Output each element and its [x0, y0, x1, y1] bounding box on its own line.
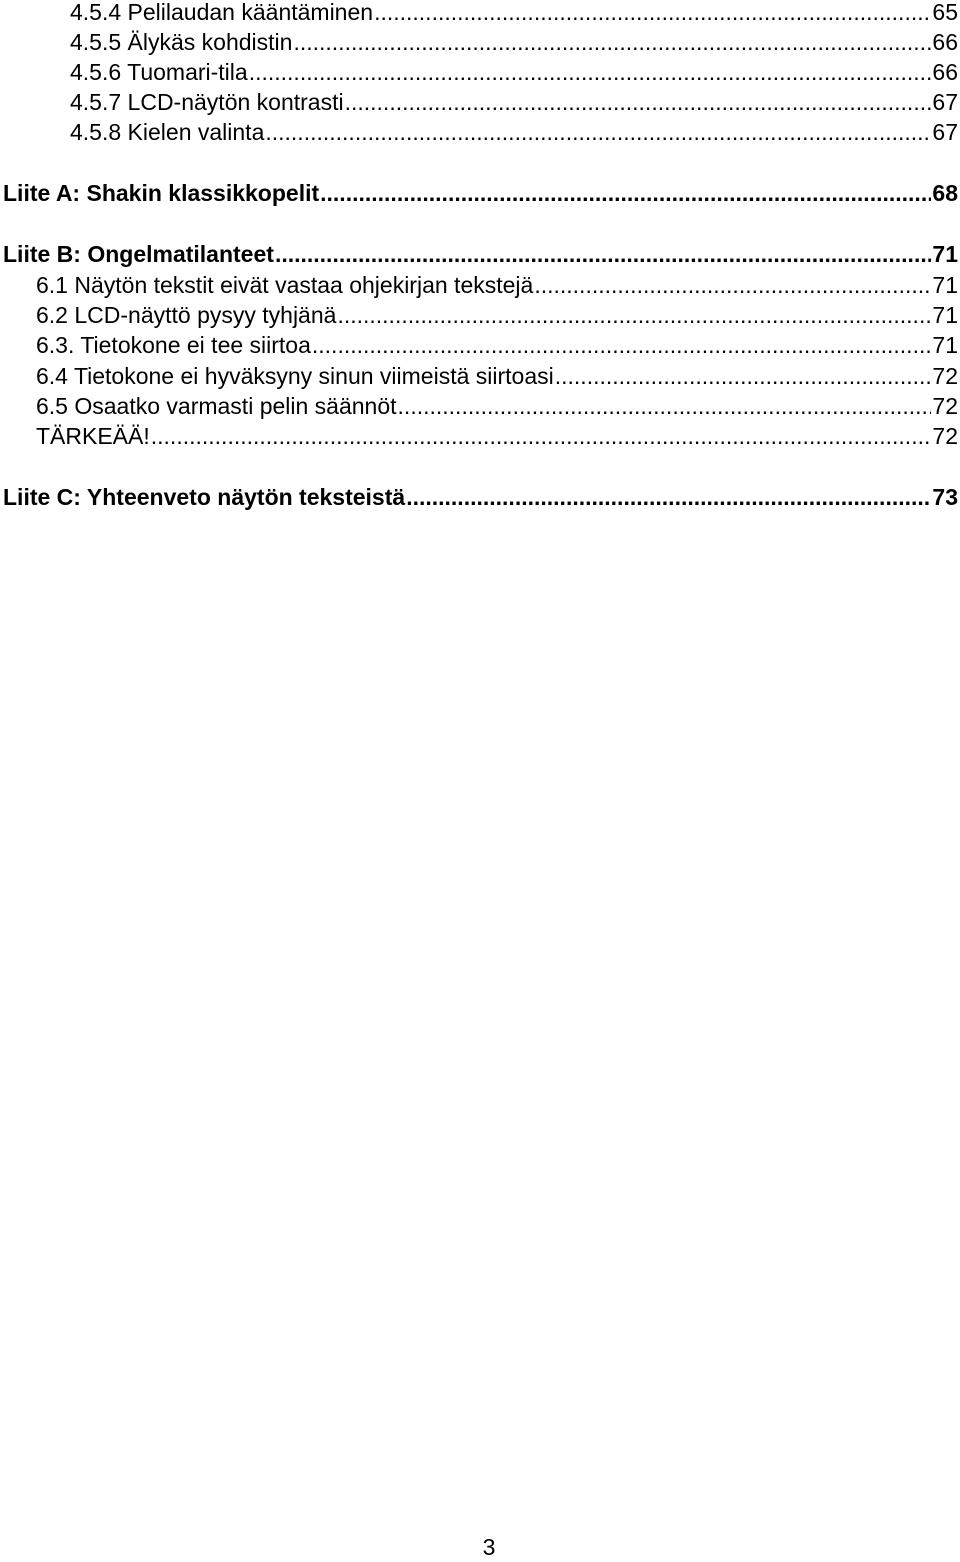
toc-entry[interactable]: [36, 421, 958, 451]
dot-leader: [293, 27, 931, 57]
toc-entry-title: 4.5.8 Kielen valinta: [70, 119, 265, 145]
toc-entry-page: 72: [932, 363, 958, 389]
toc-entry-page: 68: [932, 180, 958, 206]
toc-entry-title: TÄRKEÄÄ!: [36, 423, 150, 449]
toc-entry[interactable]: [36, 330, 958, 360]
toc-entry-title: 6.1 Näytön tekstit eivät vastaa ohjekirjan tekstejä: [36, 272, 534, 298]
toc-entry-title: Liite C: Yhteenveto näytön teksteistä: [3, 484, 406, 510]
toc-entry[interactable]: [36, 391, 958, 421]
dot-leader: [312, 330, 932, 360]
toc-entry-page: 71: [932, 272, 958, 298]
dot-leader: [337, 300, 931, 330]
dot-leader: [406, 482, 931, 512]
toc-entry-page: 71: [932, 241, 958, 267]
toc-entry-page: 72: [932, 393, 958, 419]
toc-entry-title: 4.5.7 LCD-näytön kontrasti: [70, 89, 344, 115]
toc-entry-appendix[interactable]: [3, 482, 958, 512]
toc-entry-title: 4.5.4 Pelilaudan kääntäminen: [70, 0, 374, 25]
dot-leader: [374, 0, 931, 27]
toc-entry-page: 72: [932, 423, 958, 449]
toc-entry[interactable]: [70, 27, 958, 57]
toc-entry-title: 4.5.6 Tuomari-tila: [70, 59, 248, 85]
toc-entry[interactable]: [70, 87, 958, 117]
toc-entry-page: 66: [932, 59, 958, 85]
toc-entry-appendix[interactable]: [3, 239, 958, 269]
toc-entry-page: 67: [932, 119, 958, 145]
toc-entry-page: 71: [932, 332, 958, 358]
toc-entry-title: 6.5 Osaatko varmasti pelin säännöt: [36, 393, 397, 419]
toc-entry-title: 6.3. Tietokone ei tee siirtoa: [36, 332, 311, 358]
dot-leader: [398, 391, 932, 421]
toc-entry-page: 65: [932, 0, 958, 25]
toc-entry-page: 73: [932, 484, 958, 510]
dot-leader: [555, 361, 932, 391]
dot-leader: [534, 270, 931, 300]
toc-entry[interactable]: [36, 361, 958, 391]
toc-entry-page: 66: [932, 29, 958, 55]
toc-entry-title: Liite B: Ongelmatilanteet: [3, 241, 274, 267]
toc-entry[interactable]: [36, 300, 958, 330]
toc-entry-page: 67: [932, 89, 958, 115]
page-number: 3: [482, 1534, 496, 1560]
toc-entry-title: 4.5.5 Älykäs kohdistin: [70, 29, 293, 55]
toc-entry-title: 6.4 Tietokone ei hyväksyny sinun viimeistä siirtoasi: [36, 363, 554, 389]
toc-entry[interactable]: [70, 57, 958, 87]
dot-leader: [320, 178, 931, 208]
toc-entry-appendix[interactable]: [3, 178, 958, 208]
toc-entry[interactable]: [36, 270, 958, 300]
dot-leader: [275, 239, 931, 269]
toc-entry[interactable]: [70, 117, 958, 147]
toc-entry[interactable]: [70, 0, 958, 27]
toc-entry-page: 71: [932, 302, 958, 328]
toc-entry-title: Liite A: Shakin klassikkopelit: [3, 180, 320, 206]
dot-leader: [249, 57, 932, 87]
toc-entry-title: 6.2 LCD-näyttö pysyy tyhjänä: [36, 302, 337, 328]
dot-leader: [345, 87, 932, 117]
dot-leader: [151, 421, 932, 451]
dot-leader: [265, 117, 931, 147]
